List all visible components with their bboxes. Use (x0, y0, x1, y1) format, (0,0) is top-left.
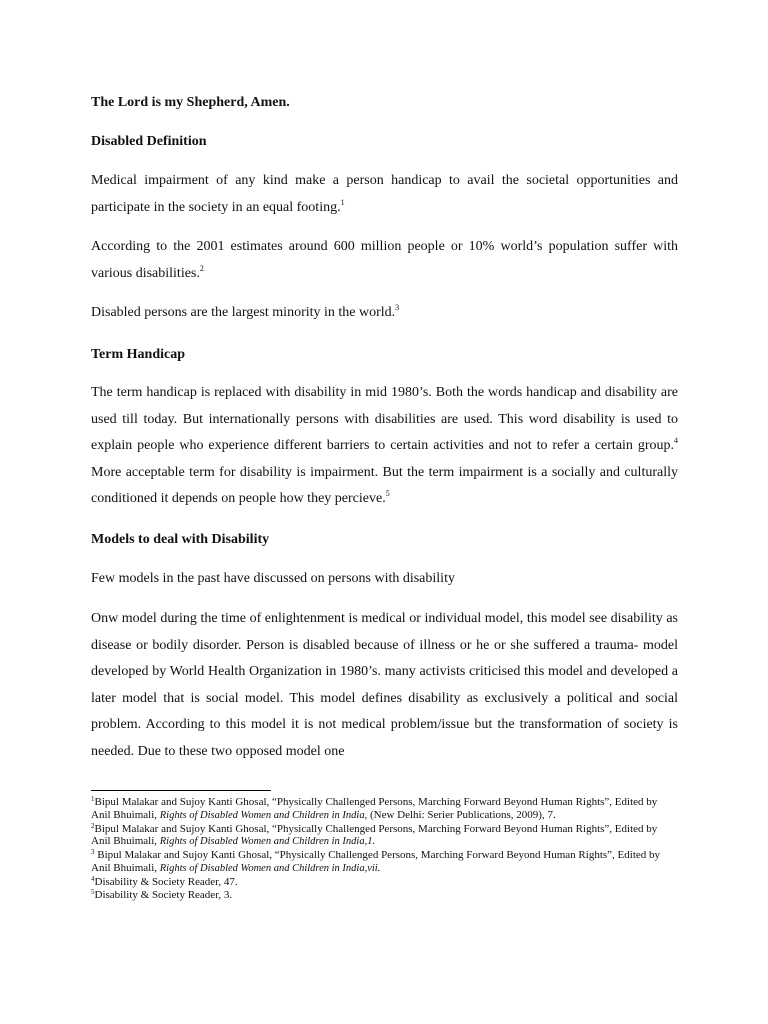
disabled-definition-paragraph-3 (91, 300, 678, 327)
footnote-2 (91, 823, 678, 850)
term-handicap-heading: Term Handicap (91, 347, 185, 362)
footnote-ref-5: 5 (385, 489, 390, 498)
paragraph-text-continued: More acceptable term for disability is impairment. But the term impairment is a socially and culturally conditioned it depends on people how they percieve. (91, 464, 678, 506)
paragraph-text: The term handicap is replaced with disability in mid 1980’s. Both the words handicap and disability are used till today. But internationally persons with disabilities are used. This word disability is used to explain people who experience different barriers to certain activities and not to refer a certain group. (91, 385, 678, 453)
models-paragraph-2: Onw model during the time of enlightenment is medical or individual model, this model see disability as disease or bodily disorder. Person is disabled because of illness or he or she suffered a trauma- model developed by World Health Organization in 1980’s. many activists criticised this model and developed a later model that is social model. This model defines disability as exclusively a political and social problem. According to this model it is not medical problem/issue but the transformation of society is needed. Due to these two opposed model one (91, 611, 678, 759)
footnote-ref-2: 2 (199, 263, 204, 273)
footnote-number: 3 (91, 848, 95, 857)
footnote-book-title: Rights of Disabled Women and Children in India,1. (159, 836, 376, 848)
footnote-book-title: Rights of Disabled Women and Children in India, (159, 809, 368, 821)
disabled-definition-paragraph-1 (91, 168, 678, 221)
footnote-text: Disability & Society Reader, 3. (94, 888, 233, 901)
footnotes (91, 796, 678, 901)
disabled-definition-paragraph-2 (91, 234, 678, 287)
footnote-ref-4: 4 (674, 436, 678, 445)
models-heading: Models to deal with Disability (91, 532, 270, 547)
dedication-heading: The Lord is my Shepherd, Amen. (91, 95, 290, 110)
footnote-text: Disability & Society Reader, 47. (94, 875, 238, 888)
footnote-number: 4 (91, 874, 95, 883)
footnote-4 (91, 876, 678, 889)
footnote-book-title: Rights of Disabled Women and Children in India,vii. (159, 862, 381, 874)
models-paragraph-1: Few models in the past have discussed on persons with disability (91, 571, 455, 586)
footnote-ref-3: 3 (395, 303, 400, 312)
footnote-text: Bipul Malakar and Sujoy Kanti Ghosal, “Physically Challenged Persons, Marching Forward Beyond Human Rights”, Edited by Anil Bhuimali, (91, 822, 658, 848)
paragraph-text: Medical impairment of any kind make a person handicap to avail the societal opportunities and participate in the society in an equal footing. (91, 173, 678, 215)
footnote-3 (91, 849, 678, 876)
term-handicap-paragraph (91, 380, 678, 513)
paragraph-text: According to the 2001 estimates around 600 million people or 10% world’s population suffer with various disabilities. (91, 239, 678, 281)
footnote-text: Bipul Malakar and Sujoy Kanti Ghosal, “Physically Challenged Persons, Marching Forward Beyond Human Rights”, Edited by Anil Bhuimali, (91, 796, 658, 821)
footnote-ref-1: 1 (340, 197, 345, 207)
footnote-separator (91, 790, 271, 791)
footnote-number: 5 (91, 887, 95, 896)
paragraph-text: Disabled persons are the largest minority in the world. (91, 305, 396, 320)
disabled-definition-heading: Disabled Definition (91, 134, 207, 149)
footnote-tail: (New Delhi: Serier Publications, 2009), 7. (367, 808, 556, 821)
footnote-text: Bipul Malakar and Sujoy Kanti Ghosal, “Physically Challenged Persons, Marching Forward Beyond Human Rights”, Edited by Anil Bhuimali, (91, 849, 661, 874)
footnote-number: 2 (91, 821, 95, 830)
footnote-5 (91, 889, 678, 902)
footnote-number: 1 (91, 795, 95, 803)
footnote-1 (91, 796, 678, 823)
